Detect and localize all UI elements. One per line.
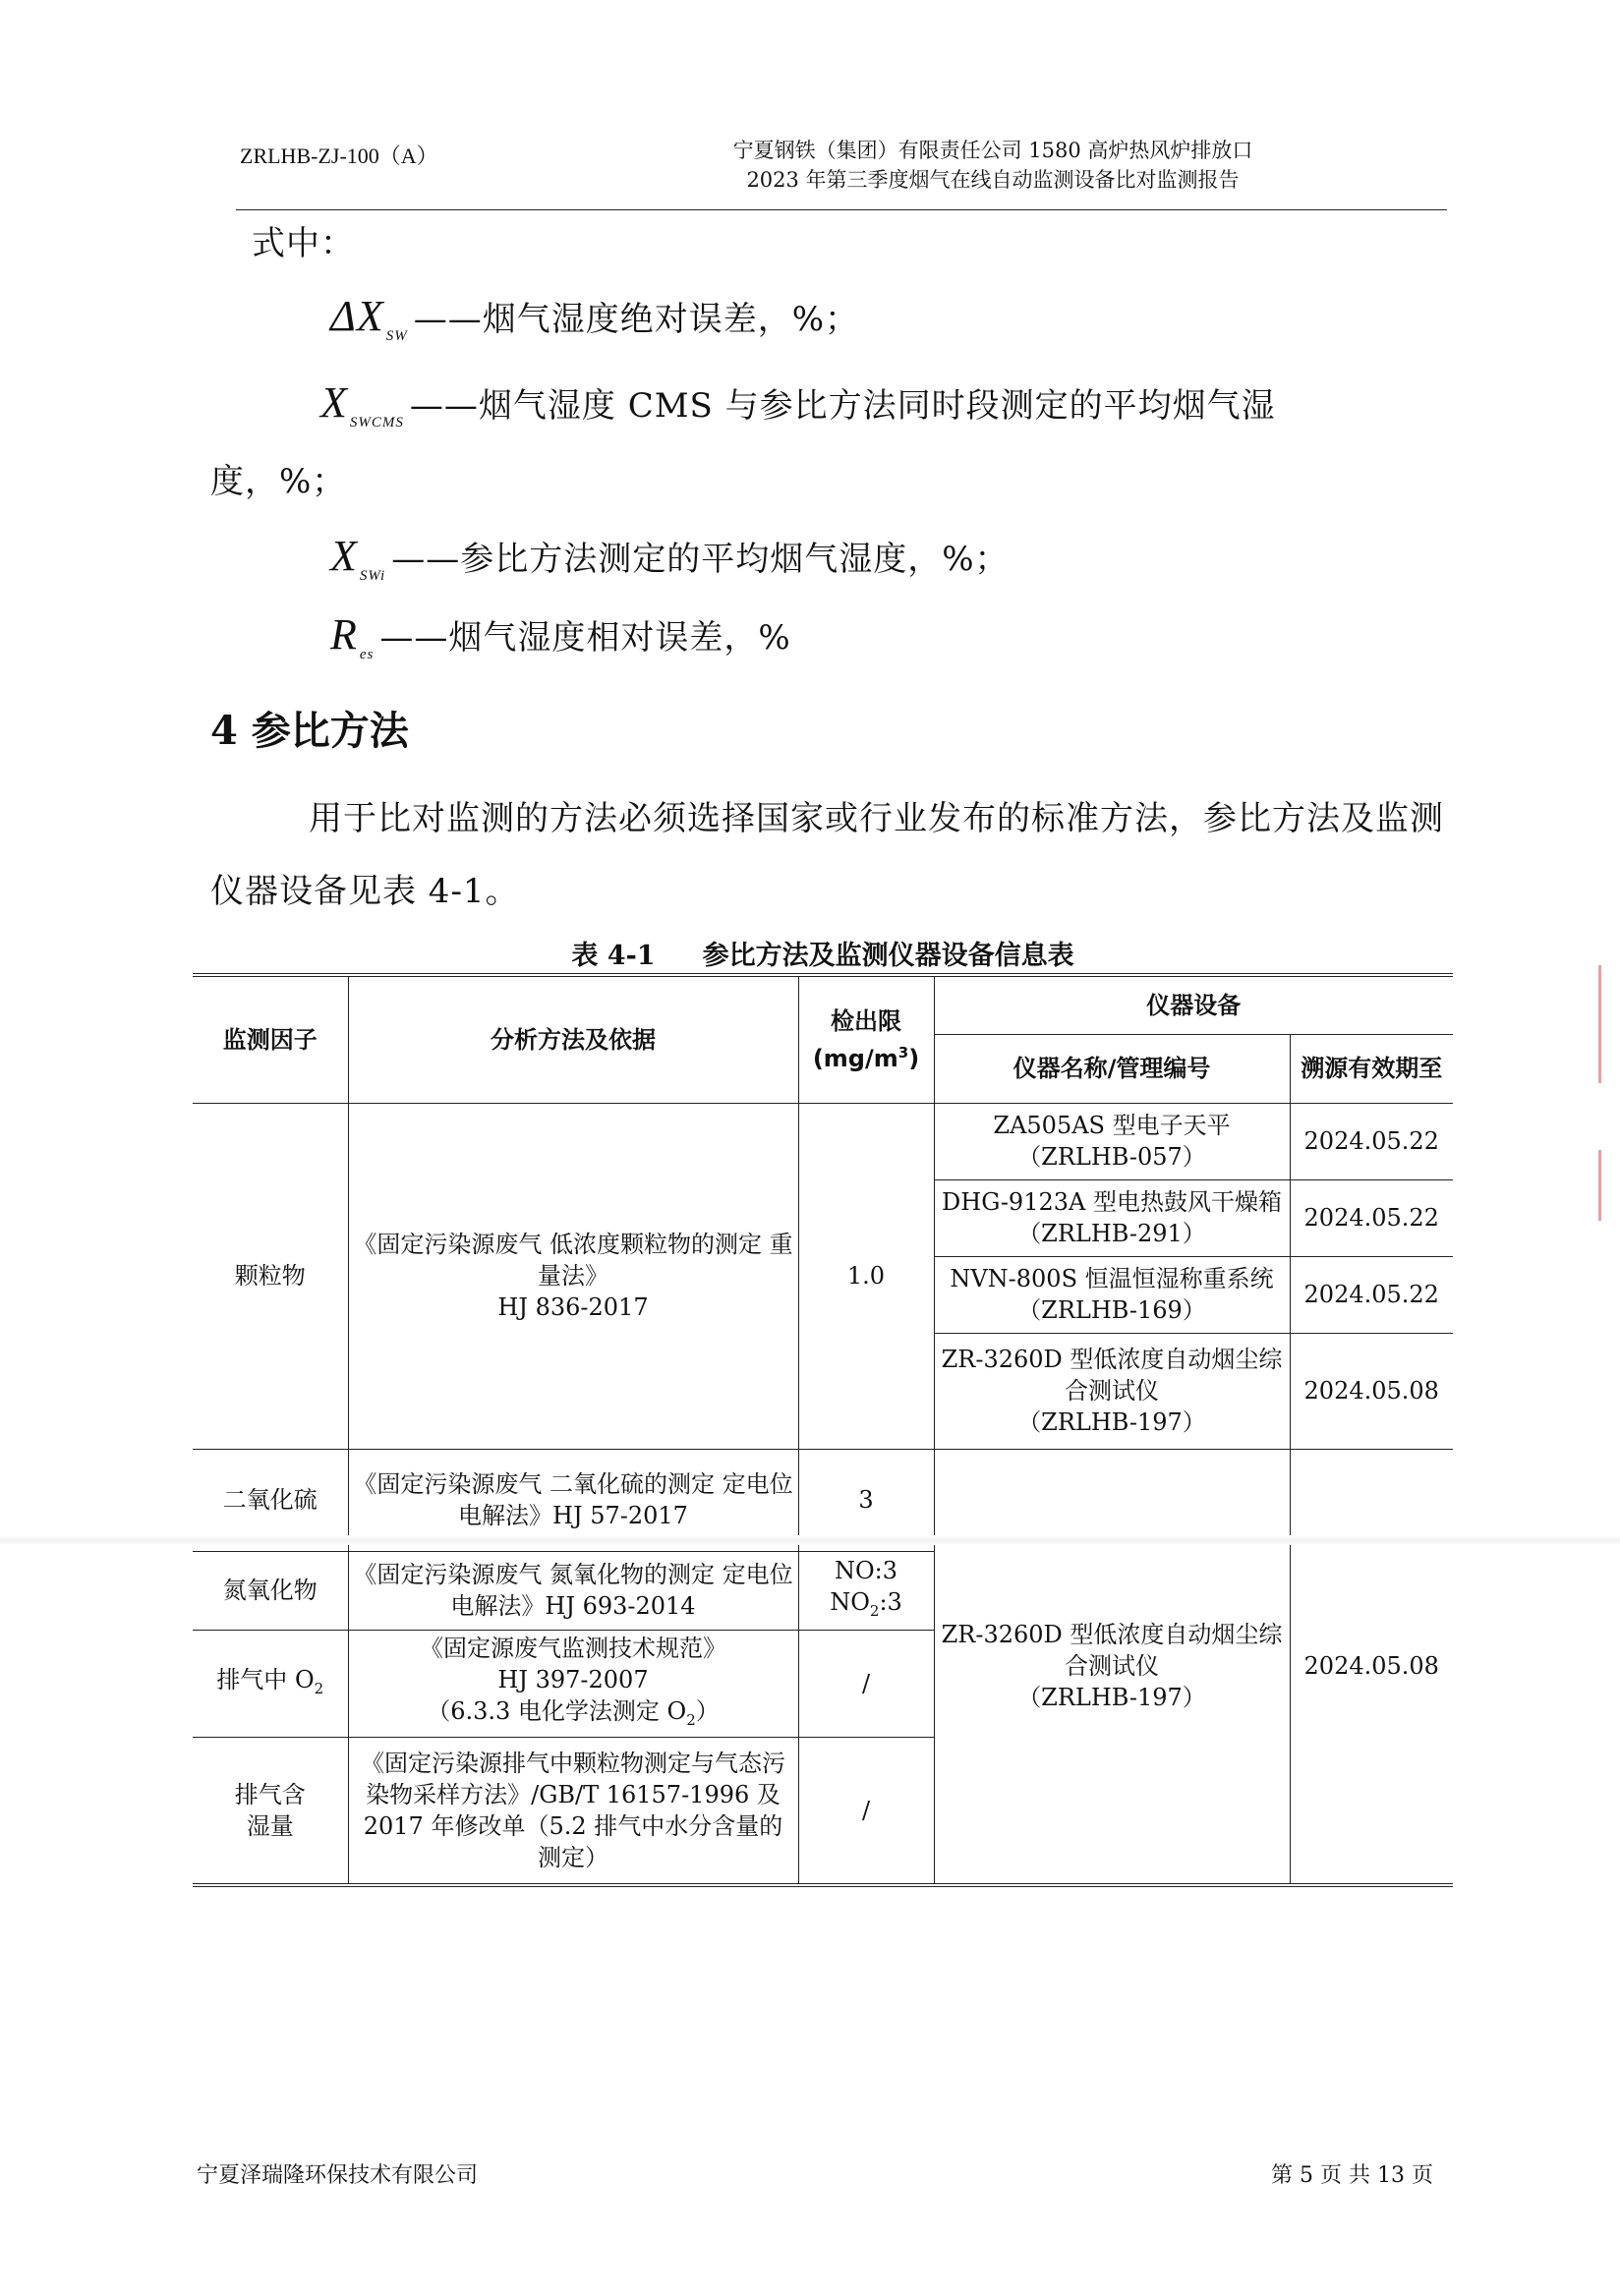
o2-method-clause-post: ） xyxy=(695,1696,720,1725)
header-validity: 溯源有效期至 xyxy=(1290,1034,1453,1103)
nox-limit-no2-post: :3 xyxy=(879,1587,902,1616)
definition-rel-error xyxy=(330,609,791,663)
definition-symbol: X xyxy=(320,378,348,427)
particulate-limit: 1.0 xyxy=(798,1103,934,1449)
particulate-factor: 颗粒物 xyxy=(193,1103,348,1449)
definition-text: ——烟气湿度相对误差，% xyxy=(379,618,791,658)
instrument-validity: 2024.05.22 xyxy=(1290,1179,1453,1256)
nox-limit-no2 xyxy=(803,1586,930,1627)
instrument-name: NVN-800S 恒温恒湿称重系统（ZRLHB-169） xyxy=(934,1256,1290,1333)
definition-symbol: ΔX xyxy=(330,292,384,340)
o2-factor xyxy=(193,1630,348,1738)
header-method: 分析方法及依据 xyxy=(348,975,798,1103)
definition-ref-humidity xyxy=(330,531,1010,585)
nox-method: 《固定污染源废气 氮氧化物的测定 定电位电解法》HJ 693-2014 xyxy=(348,1551,798,1630)
o2-factor-pre: 排气中 O xyxy=(216,1665,315,1693)
o2-method-clause-pre: （6.3.3 电化学法测定 O xyxy=(427,1696,687,1725)
definition-subscript: es xyxy=(359,647,375,662)
definition-symbol: X xyxy=(330,532,358,580)
header-limit-line1: 检出限 xyxy=(831,1006,901,1035)
instrument-validity: 2024.05.08 xyxy=(1290,1333,1453,1449)
particulate-method: 《固定污染源废气 低浓度颗粒物的测定 重量法》 HJ 836-2017 xyxy=(348,1103,798,1449)
o2-method-main: 《固定源废气监测技术规范》 HJ 397-2007 xyxy=(420,1634,726,1693)
o2-limit: / xyxy=(798,1630,934,1738)
table-caption xyxy=(193,934,1453,972)
header-equipment: 仪器设备 xyxy=(934,975,1453,1034)
instrument-name: ZA505AS 型电子天平 （ZRLHB-057） xyxy=(934,1103,1290,1179)
definition-cms-continuation: 度，%； xyxy=(210,462,347,501)
seal-edge-mark xyxy=(1598,1150,1617,1221)
header-instrument: 仪器名称/管理编号 xyxy=(934,1034,1290,1103)
seal-edge-mark xyxy=(1598,965,1617,1083)
header-title-line2: 2023 年第三季度烟气在线自动监测设备比对监测报告 xyxy=(746,168,1240,192)
definition-subscript: SWCMS xyxy=(349,415,404,430)
nox-limit-no: NO:3 xyxy=(834,1556,898,1584)
nox-limit-no2-pre: NO xyxy=(830,1587,870,1616)
header-limit xyxy=(798,975,934,1103)
definition-symbol: R xyxy=(330,610,358,659)
table-caption-title: 参比方法及监测仪器设备信息表 xyxy=(702,941,1074,971)
header-title-line1: 宁夏钢铁（集团）有限责任公司 1580 高炉热风炉排放口 xyxy=(732,139,1253,162)
o2-method-clause-sub: 2 xyxy=(686,1710,696,1729)
scan-smudge xyxy=(0,1535,1620,1545)
body-paragraph: 用于比对监测的方法必须选择国家或行业发布的标准方法，参比方法及监测仪器设备见表 4-1。 xyxy=(210,799,1444,911)
header-limit-unit: (mg/m xyxy=(812,1044,898,1072)
so2-method: 《固定污染源废气 二氧化硫的测定 定电位电解法》HJ 57-2017 xyxy=(348,1449,798,1551)
header-limit-line2 xyxy=(803,1037,930,1074)
instrument-name: DHG-9123A 型电热鼓风干燥箱（ZRLHB-291） xyxy=(934,1179,1290,1256)
definition-subscript: SW xyxy=(385,328,408,344)
moisture-method: 《固定污染源排气中颗粒物测定与气态污染物采样方法》/GB/T 16157-1996 及 2017 年修改单（5.2 排气中水分含量的测定） xyxy=(348,1738,798,1885)
header-limit-unit-end: ) xyxy=(908,1044,920,1072)
definition-text: ——烟气湿度绝对误差，%； xyxy=(413,300,860,339)
instrument-validity: 2024.05.22 xyxy=(1290,1103,1453,1179)
definition-abs-error xyxy=(330,291,859,345)
definition-text: ——烟气湿度 CMS 与参比方法同时段测定的平均烟气湿 xyxy=(409,386,1276,426)
nox-limit xyxy=(798,1551,934,1630)
instrument-name: ZR-3260D 型低浓度自动烟尘综合测试仪 （ZRLHB-197） xyxy=(934,1333,1290,1449)
header-code: ZRLHB-ZJ-100（A） xyxy=(240,144,438,168)
o2-factor-sub: 2 xyxy=(314,1679,324,1697)
definition-text: ——参比方法测定的平均烟气湿度，%； xyxy=(391,540,1010,579)
header-factor: 监测因子 xyxy=(193,975,348,1103)
gas-instrument-validity: 2024.05.08 xyxy=(1290,1449,1453,1885)
o2-method-clause xyxy=(353,1695,794,1736)
so2-factor: 二氧化硫 xyxy=(193,1449,348,1551)
definition-subscript: SWi xyxy=(359,568,386,584)
header-rule xyxy=(236,209,1447,210)
gas-instrument: ZR-3260D 型低浓度自动烟尘综合测试仪 （ZRLHB-197） xyxy=(934,1449,1290,1885)
footer-page-number: 第 5 页 共 13 页 xyxy=(1271,2163,1433,2188)
footer-company: 宁夏泽瑞隆环保技术有限公司 xyxy=(197,2163,479,2188)
instrument-validity: 2024.05.22 xyxy=(1290,1256,1453,1333)
header-title xyxy=(550,136,1435,195)
nox-limit-no2-sub: 2 xyxy=(869,1601,880,1620)
definition-cms-humidity xyxy=(320,377,1276,431)
reference-methods-table xyxy=(193,973,1453,1887)
section-heading: 4 参比方法 xyxy=(210,708,409,754)
so2-limit: 3 xyxy=(798,1449,934,1551)
moisture-limit: / xyxy=(798,1738,934,1885)
o2-method xyxy=(348,1630,798,1738)
nox-factor: 氮氧化物 xyxy=(193,1551,348,1630)
formula-intro: 式中： xyxy=(252,224,355,263)
table-caption-number: 表 4-1 xyxy=(571,941,656,971)
moisture-factor: 排气含 湿量 xyxy=(193,1738,348,1885)
header-limit-unit-sup: 3 xyxy=(897,1043,909,1062)
